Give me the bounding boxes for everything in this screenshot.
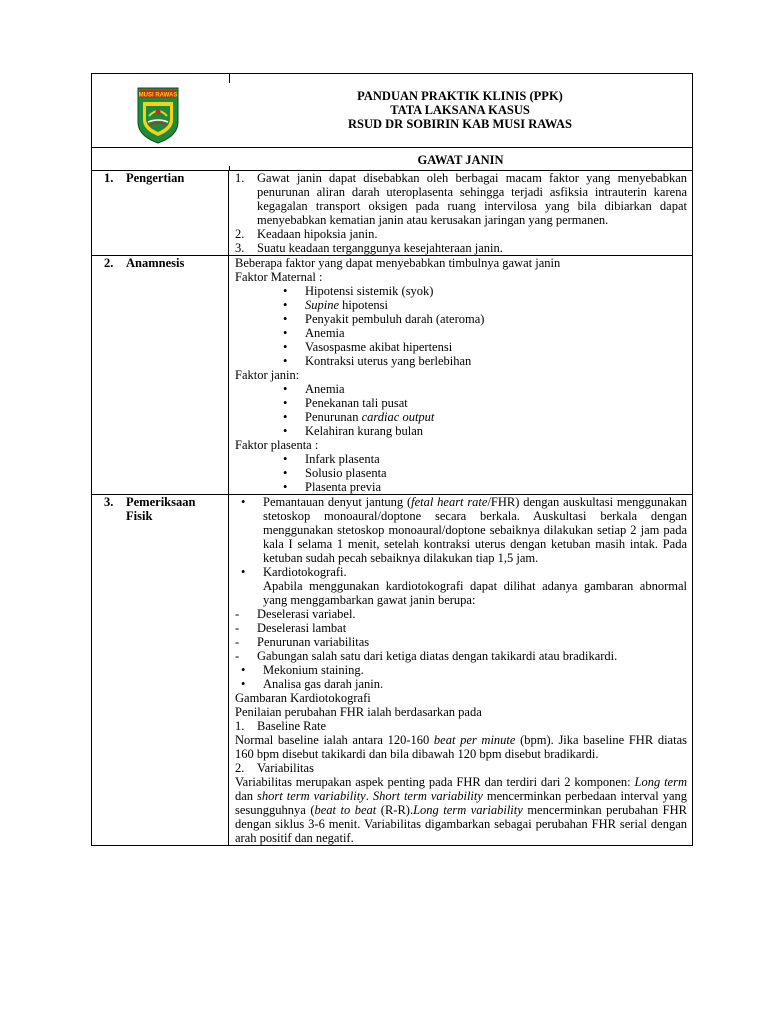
group-title: Faktor plasenta : — [235, 438, 319, 452]
section-label: 3. Pemeriksaan Fisik — [92, 495, 229, 845]
list-item: • Anemia — [283, 382, 687, 396]
list-item: - Deselerasi lambat — [235, 621, 687, 635]
list-item: • Kontraksi uterus yang berlebihan — [283, 354, 687, 368]
list-item: • Solusio plasenta — [283, 466, 687, 480]
list-item: - Deselerasi variabel. — [235, 607, 687, 621]
list-item: • Vasospasme akibat hipertensi — [283, 340, 687, 354]
musi-rawas-emblem-icon — [135, 86, 181, 144]
document-header — [92, 74, 692, 148]
section-pengertian — [92, 171, 692, 256]
list-item: 2. Keadaan hipoksia janin. — [235, 227, 378, 241]
svg-text:MUSI RAWAS: MUSI RAWAS — [138, 92, 178, 99]
section-label: 1. Pengertian — [92, 171, 229, 255]
document-title — [228, 89, 692, 131]
numbered-heading: 1. Baseline Rate — [235, 719, 327, 733]
list-item: 3. Suatu keadaan terganggunya kesejahteraan janin. — [235, 241, 503, 255]
list-item: 1. Gawat janin dapat disebabkan oleh berbagai macam faktor yang menyebabkan penurunan aliran darah uteroplasenta sehingga terjadi asfiksia intrauterin karena kegagalan transport oksigen pada ruang intervilosa yang bila dibiarkan dapat menyebabkan kematian janin atau kerusakan jaringan yang permanen. — [235, 171, 687, 227]
list-item: • Penurunan cardiac output — [283, 410, 687, 424]
list-item: - Gabungan salah satu dari ketiga diatas dengan takikardi atau bradikardi. — [235, 649, 687, 663]
exam-list — [235, 495, 687, 691]
list-item: • Supine hipotensi — [283, 298, 687, 312]
title-line-3: RSUD DR SOBIRIN KAB MUSI RAWAS — [348, 117, 572, 131]
list-item: • Mekonium staining. — [235, 663, 687, 677]
ctg-findings-list — [235, 607, 687, 663]
maternal-factor-list — [235, 284, 687, 368]
fetal-factor-list — [235, 382, 687, 438]
list-item: • Kardiotokografi. Apabila menggunakan kardiotokografi dapat dilihat adanya gambaran abnormal yang menggambarkan gawat janin berupa: - Deselerasi variabel. - Deselerasi lambat - Penurunan variabilitas - Gabungan salah satu dari ketiga diatas dengan takikardi atau bradikardi. — [235, 565, 687, 663]
list-item: • Kelahiran kurang bulan — [283, 424, 687, 438]
title-line-1: PANDUAN PRAKTIK KLINIS (PPK) — [357, 89, 563, 103]
list-item: • Penekanan tali pusat — [283, 396, 687, 410]
list-item: • Analisa gas darah janin. — [235, 677, 687, 691]
numbered-heading: 2. Variabilitas — [235, 761, 314, 775]
group-title: Faktor Maternal : — [235, 270, 323, 284]
topic-title: GAWAT JANIN — [417, 153, 504, 167]
section-anamnesis — [92, 256, 692, 495]
section-pemeriksaan-fisik — [92, 495, 692, 845]
paragraph: Gambaran Kardiotokografi — [235, 691, 371, 705]
paragraph: Variabilitas merupakan aspek penting pada FHR dan terdiri dari 2 komponen: Long term dan short term variability. Short term variability mencerminkan perbedaan interval yang sesungguhnya (beat to beat (R-R).Long term variability mencerminkan perubahan FHR dengan siklus 3-6 menit. Variabilitas digambarkan sebagai perubahan FHR serial dengan arah positif dan negatif. — [235, 775, 687, 845]
title-line-2: TATA LAKSANA KASUS — [390, 103, 530, 117]
list-item: • Penyakit pembuluh darah (ateroma) — [283, 312, 687, 326]
section-content — [229, 256, 692, 494]
list-item: • Infark plasenta — [283, 452, 687, 466]
list-item: • Pemantauan denyut jantung (fetal heart rate/FHR) dengan auskultasi menggunakan stetoskop monoaural/doptone secara berkala. Auskultasi berkala dengan menggunakan stetoskop monoaural/doptone sebaiknya dilakukan setiap 2 jam pada kala I selama 1 menit, setelah kontraksi uterus dengan ketuban masih intak. Pada ketuban sudah pecah sebaiknya dilakukan tiap 1,5 jam. — [235, 495, 687, 565]
list-item: • Plasenta previa — [283, 480, 687, 494]
paragraph: Penilaian perubahan FHR ialah berdasarkan pada — [235, 705, 482, 719]
section-content — [229, 495, 692, 845]
section-content — [229, 171, 692, 255]
list-item: • Anemia — [283, 326, 687, 340]
group-title: Faktor janin: — [235, 368, 300, 382]
intro-text: Beberapa faktor yang dapat menyebabkan timbulnya gawat janin — [235, 256, 561, 270]
topic-row — [92, 148, 692, 171]
list-item: - Penurunan variabilitas — [235, 635, 687, 649]
list-item: • Hipotensi sistemik (syok) — [283, 284, 687, 298]
paragraph: Normal baseline ialah antara 120-160 beat per minute (bpm). Jika baseline FHR diatas 160 bpm disebut takikardi dan bila dibawah 120 bpm disebut bradikardi. — [235, 733, 687, 761]
section-label: 2. Anamnesis — [92, 256, 229, 494]
ppk-document — [91, 73, 693, 846]
definition-list — [235, 171, 687, 255]
placental-factor-list — [235, 452, 687, 494]
